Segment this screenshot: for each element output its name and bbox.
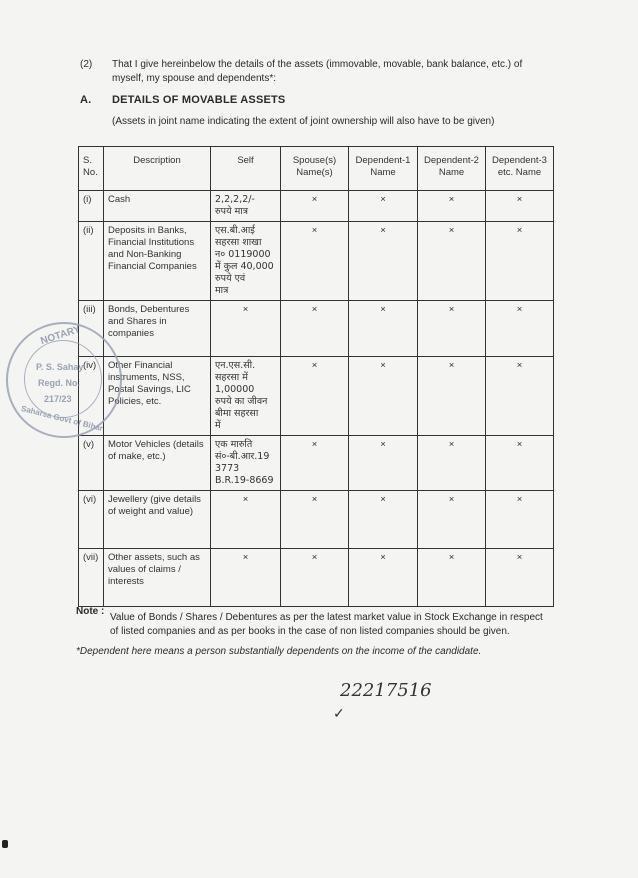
row-spouse-value: × bbox=[281, 301, 349, 357]
row-description: Other assets, such as values of claims / interests bbox=[104, 549, 211, 607]
row-sno: (i) bbox=[79, 191, 104, 222]
row-dep2-value: × bbox=[418, 491, 486, 549]
row-self-value: × bbox=[211, 491, 281, 549]
table-header-row bbox=[79, 147, 554, 191]
header-dependent-1: Dependent-1 Name bbox=[349, 147, 418, 191]
row-sno: (iii) bbox=[79, 301, 104, 357]
row-dep1-value: × bbox=[349, 549, 418, 607]
intro-line-1: That I give hereinbelow the details of the assets (immovable, movable, bank balance, etc.) of bbox=[112, 59, 523, 70]
row-self-value: × bbox=[211, 549, 281, 607]
header-sno: S. No. bbox=[79, 147, 104, 191]
section-subtitle: (Assets in joint name indicating the extent of joint ownership will also have to be given) bbox=[112, 116, 495, 127]
row-dep2-value: × bbox=[418, 436, 486, 491]
row-dep3-value: × bbox=[486, 191, 554, 222]
table-row bbox=[79, 357, 554, 436]
note-line-1: Value of Bonds / Shares / Debentures as per the latest market value in Stock Exchange in respect bbox=[110, 612, 543, 623]
row-sno: (vi) bbox=[79, 491, 104, 549]
header-dependent-3: Dependent-3 etc. Name bbox=[486, 147, 554, 191]
candidate-signature: 22217516 bbox=[340, 680, 432, 701]
page-mark bbox=[2, 840, 8, 848]
row-dep2-value: × bbox=[418, 357, 486, 436]
row-dep3-value: × bbox=[486, 222, 554, 301]
row-dep1-value: × bbox=[349, 436, 418, 491]
stamp-top-text: NOTARY bbox=[39, 323, 82, 348]
header-description: Description bbox=[104, 147, 211, 191]
table-row bbox=[79, 491, 554, 549]
stamp-number: 217/23 bbox=[44, 394, 72, 404]
row-description: Cash bbox=[104, 191, 211, 222]
row-spouse-value: × bbox=[281, 549, 349, 607]
row-spouse-value: × bbox=[281, 357, 349, 436]
row-dep3-value: × bbox=[486, 491, 554, 549]
note-line-2: of listed companies and as per books in the case of non listed companies should be given. bbox=[110, 626, 510, 637]
row-spouse-value: × bbox=[281, 436, 349, 491]
row-spouse-value: × bbox=[281, 491, 349, 549]
row-self-value: एन.एस.सी. सहरसा में 1,00000 रुपये का जीवन बीमा सहरसा में bbox=[211, 357, 281, 436]
header-self: Self bbox=[211, 147, 281, 191]
table-row bbox=[79, 549, 554, 607]
row-sno: (iv) bbox=[79, 357, 104, 436]
section-title: DETAILS OF MOVABLE ASSETS bbox=[112, 94, 286, 106]
row-dep1-value: × bbox=[349, 191, 418, 222]
row-dep3-value: × bbox=[486, 436, 554, 491]
row-self-value: × bbox=[211, 301, 281, 357]
footnote: *Dependent here means a person substantially dependents on the income of the candidate. bbox=[76, 646, 482, 657]
table-row bbox=[79, 222, 554, 301]
stamp-bottom-text: Saharsa Govt of Bihar bbox=[20, 403, 104, 434]
notary-stamp bbox=[6, 322, 122, 438]
row-description: Deposits in Banks, Financial Institutions and Non-Banking Financial Companies bbox=[104, 222, 211, 301]
row-self-value: 2,2,2,2/- रुपये मात्र bbox=[211, 191, 281, 222]
stamp-name: P. S. Sahay bbox=[36, 362, 84, 372]
row-dep1-value: × bbox=[349, 491, 418, 549]
movable-assets-table bbox=[78, 146, 554, 607]
row-description: Other Financial instruments, NSS, Postal Savings, LIC Policies, etc. bbox=[104, 357, 211, 436]
row-sno: (vii) bbox=[79, 549, 104, 607]
row-self-value: एस.बी.आई सहरसा शाखा न० 0119000 में कुल 40,000 रुपये एवं मात्र bbox=[211, 222, 281, 301]
row-dep2-value: × bbox=[418, 549, 486, 607]
header-spouse: Spouse(s) Name(s) bbox=[281, 147, 349, 191]
row-sno: (v) bbox=[79, 436, 104, 491]
note-label: Note : bbox=[76, 606, 105, 617]
row-dep2-value: × bbox=[418, 222, 486, 301]
row-description: Jewellery (give details of weight and value) bbox=[104, 491, 211, 549]
row-self-value: एक मारुति सं०-बी.आर.19 3773 B.R.19-8669 bbox=[211, 436, 281, 491]
row-spouse-value: × bbox=[281, 222, 349, 301]
row-description: Bonds, Debentures and Shares in companies bbox=[104, 301, 211, 357]
row-dep3-value: × bbox=[486, 357, 554, 436]
section-letter: A. bbox=[80, 94, 92, 106]
intro-line-2: myself, my spouse and dependents*: bbox=[112, 73, 276, 84]
header-dependent-2: Dependent-2 Name bbox=[418, 147, 486, 191]
row-dep3-value: × bbox=[486, 301, 554, 357]
row-dep1-value: × bbox=[349, 357, 418, 436]
table-row bbox=[79, 191, 554, 222]
row-dep2-value: × bbox=[418, 301, 486, 357]
item-number: (2) bbox=[80, 59, 93, 70]
stamp-regd: Regd. No. bbox=[38, 378, 80, 388]
row-description: Motor Vehicles (details of make, etc.) bbox=[104, 436, 211, 491]
row-spouse-value: × bbox=[281, 191, 349, 222]
row-dep3-value: × bbox=[486, 549, 554, 607]
row-dep1-value: × bbox=[349, 222, 418, 301]
tick-mark: ✓ bbox=[333, 706, 345, 722]
table-row bbox=[79, 301, 554, 357]
table-row bbox=[79, 436, 554, 491]
row-sno: (ii) bbox=[79, 222, 104, 301]
row-dep1-value: × bbox=[349, 301, 418, 357]
row-dep2-value: × bbox=[418, 191, 486, 222]
